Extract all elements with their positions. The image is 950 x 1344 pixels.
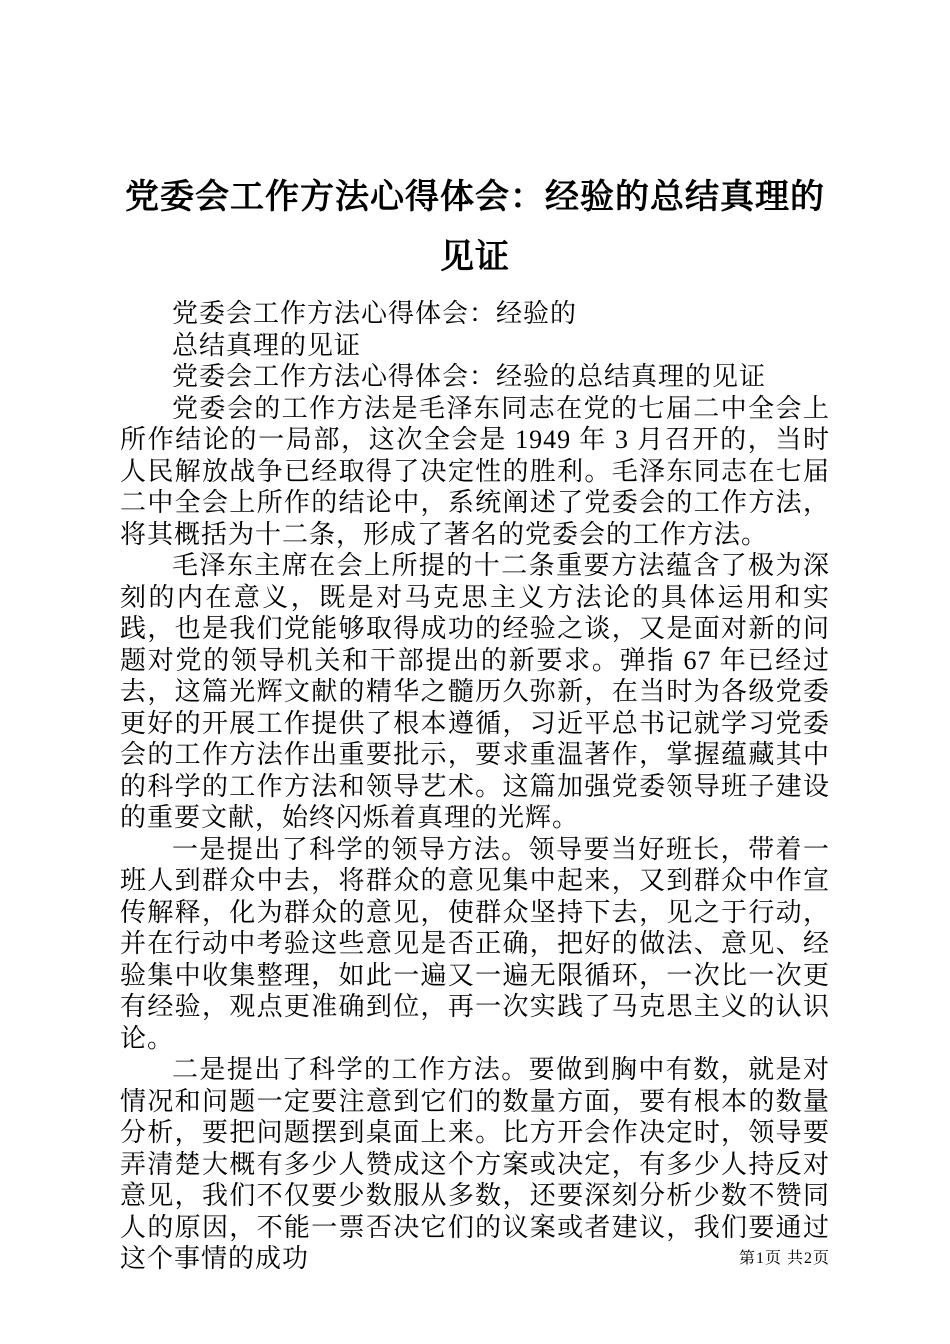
paragraph: 总结真理的见证 <box>172 330 362 360</box>
paragraph: 党委会的工作方法是毛泽东同志在党的七届二中全会上所作结论的一局部，这次全会是 1949 年 3 月召开的，当时人民解放战争已经取得了决定性的胜利。毛泽东同志在七届二中全会上所作的结论中，系统阐述了党委会的工作方法，将其概括为十二条，形成了著名的党委会的工作方法。 <box>120 393 830 549</box>
paragraph: 毛泽东主席在会上所提的十二条重要方法蕴含了极为深刻的内在意义，既是对马克思主义方法论的具体运用和实践，也是我们党能够取得成功的经验之谈，又是面对新的问题对党的领导机关和干部提出的新要求。弹指 67 年已经过去，这篇光辉文献的精华之髓历久弥新，在当时为各级党委更好的开展工作提供了根本遵循，习近平总书记就学习党委会的工作方法作出重要批示，要求重温著作，掌握蕴藏其中的科学的工作方法和领导艺术。这篇加强党委领导班子建设的重要文献，始终闪烁着真理的光辉。 <box>120 551 830 832</box>
document-title: 党委会工作方法心得体会：经验的总结真理的见证 <box>125 179 825 276</box>
paragraph: 二是提出了科学的工作方法。要做到胸中有数，就是对情况和问题一定要注意到它们的数量方面，要有根本的数量分析，要把问题摆到桌面上来。比方开会作决定时，领导要弄清楚大概有多少人赞成这个方案或决定，有多少人持反对意见，我们不仅要少数服从多数，还要深刻分析少数不赞同人的原因，不能一票否决它们的议案或者建议，我们要通过这个事情的成功 <box>120 1055 830 1273</box>
paragraph: 一是提出了科学的领导方法。领导要当好班长，带着一班人到群众中去，将群众的意见集中起来，又到群众中作宣传解释，化为群众的意见，使群众坚持下去，见之于行动，并在行动中考验这些意见是否正确，把好的做法、意见、经验集中收集整理，如此一遍又一遍无限循环，一次比一次更有经验，观点更准确到位，再一次实践了马克思主义的认识论。 <box>120 834 830 1053</box>
paragraph: 党委会工作方法心得体会：经验的 <box>172 299 578 328</box>
page-number-indicator: 第1页 共2页 <box>738 1250 830 1267</box>
document-body <box>120 298 830 1275</box>
paragraph: 党委会工作方法心得体会：经验的总结真理的见证 <box>172 362 767 391</box>
page-footer <box>739 1245 830 1268</box>
